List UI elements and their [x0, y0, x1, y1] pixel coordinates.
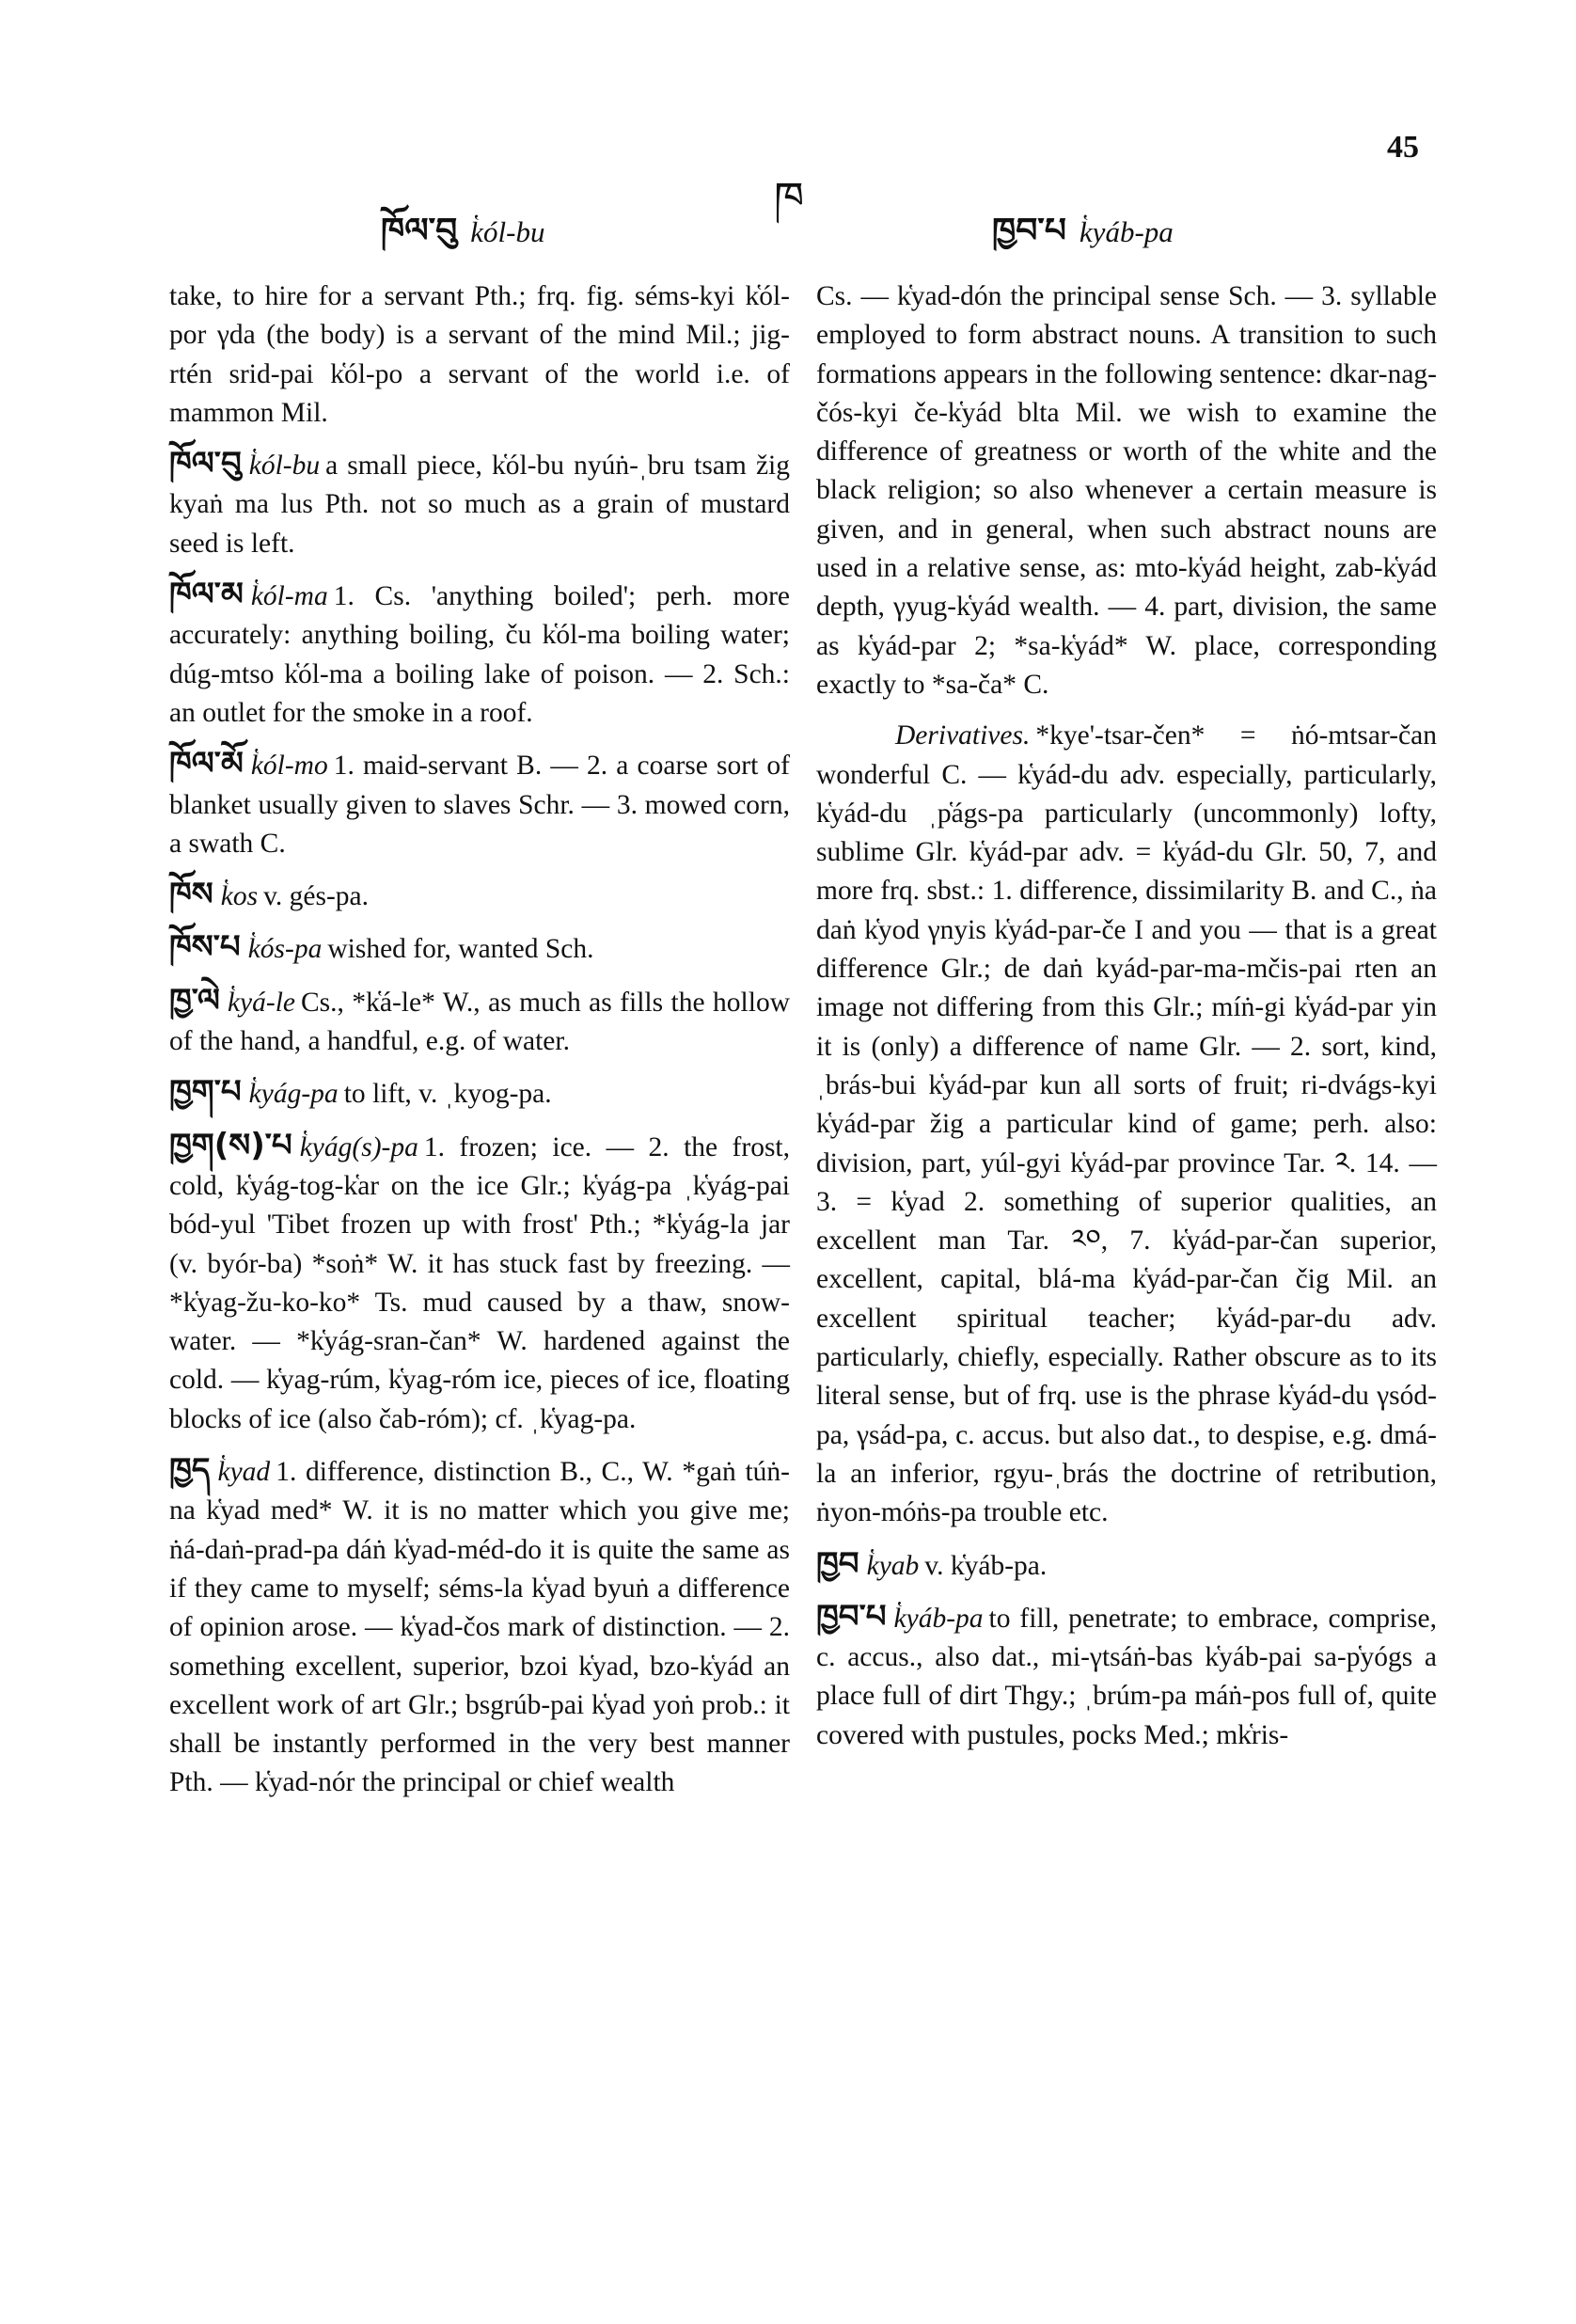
- entry-text: take, to hire for a servant Pth.; frq. fig. séms-kyi k̔ól-por γda (the body) is a servant of the mind Mil.; jig-rtén srid-pai k̔ól-po a servant of the world i.e. of mammon Mil.: [169, 281, 790, 428]
- header-right: [992, 192, 1174, 288]
- dictionary-entry: [169, 876, 790, 916]
- entry-headword: k̔yab: [866, 1550, 920, 1581]
- entry-text: a small piece, k̔ól-bu nyúṅ-ˌbru tsam žig kyaṅ ma lus Pth. not so much as a grain of mustard seed is left.: [169, 451, 790, 559]
- entry-headword: k̔ól-mo: [250, 751, 328, 782]
- entry-text: 1. frozen; ice. — 2. the frost, cold, k̔yág-tog-k̔ar on the ice Glr.; k̔yág-pa ˌk̔yág-pai bód-yul 'Tibet frozen up with frost' Pth.; *k̔yág-la jar (v. byór-ba) *soṅ* W. it has stuck fast by freezing. — *k̔yag-žu-ko-ko* Ts. mud caused by a thaw, snow-water. — *k̔yág-sran-čan* W. hardened against the cold. — k̔yag-rúm, k̔yag-róm ice, pieces of ice, floating blocks of ice (also čab-róm); cf. ˌk̔yag-pa.: [169, 1131, 790, 1434]
- entry-headword: k̔yág-pa: [248, 1079, 339, 1110]
- entry-text: to lift, v. ˌkyog-pa.: [343, 1079, 552, 1110]
- entry-headword: k̔yad: [217, 1457, 271, 1488]
- entry-tibetan: ཁྱག་པ: [169, 1073, 242, 1112]
- entry-tibetan: ཁོས: [169, 876, 213, 914]
- entry-text: *kye'-tsar-čen* = ṅó-mtsar-čan wonderful C. — k̔yád-du adv. especially, particularly, k̔yád-du ˌp̔ágs-pa particularly (uncommonly) lofty, sublime Glr. k̔yád-par adv. = k̔yád-du Glr. 50, 7, and more frq. sbst.: 1. difference, dissimilarity B. and C., ṅa daṅ k̔yod γnyis k̔yád-par-če I and you — that is a great difference Glr.; de daṅ kyád-par-ma-mčis-pai rten an image not differing from this Glr.; míṅ-gi k̔yád-par yin it is (only) a difference of name Glr. — 2. sort, kind, ˌbrás-bui k̔yád-par kun all sorts of fruit; ri-dvágs-kyi k̔yád-par žig a particular kind of game; perh. also: division, part, yúl-gyi k̔yád-par province Tar. ༢. 14. — 3. = k̔yad 2. something of superior qualities, an excellent man Tar. ༢༠, 7. k̔yád-par-čan superior, excellent, capital, blá-ma k̔yád-par-čan čig Mil. an excellent spiritual teacher; k̔yád-par-du adv. particularly, chiefly, especially. Rather obscure as to its literal sense, but of frq. use is the phrase k̔yád-du γsód-pa, γsád-pa, c. accus. but also dat., to despise, e.g. dmá-la an inferior, rgyu-ˌbrás the doctrine of retribution, ṅyon-móṅs-pa trouble etc.: [816, 720, 1437, 1528]
- header-right-tibetan: ཁྱབ་པ: [992, 212, 1066, 250]
- dictionary-entry: [169, 1127, 790, 1439]
- dictionary-entry: [169, 982, 790, 1062]
- header-right-roman: k̔yáb-pa: [1079, 215, 1174, 248]
- entry-text: 1. maid-servant B. — 2. a coarse sort of blanket usually given to slaves Schr. — 3. mowed corn, a swath C.: [169, 751, 790, 859]
- entry-headword: k̔ól-ma: [250, 581, 328, 612]
- entry-headword: Derivatives.: [895, 720, 1031, 751]
- entry-tibetan: ཁོས་པ: [169, 928, 241, 967]
- header-left-roman: k̔ól-bu: [470, 215, 545, 248]
- entry-text: 1. Cs. 'anything boiled'; perh. more accurately: anything boiling, ču k̔ól-ma boiling water; dúg-mtso k̔ól-ma a boiling lake of poison. — 2. Sch.: an outlet for the smoke in a roof.: [169, 581, 790, 728]
- entry-tibetan: ཁྱ་ལེ: [169, 981, 220, 1020]
- entry-headword: k̔yág(s)-pa: [299, 1131, 418, 1162]
- entry-text: Cs., *k̔á-le* W., as much as fills the hollow of the hand, a handful, e.g. of water.: [169, 987, 790, 1057]
- dictionary-entry: [169, 576, 790, 733]
- entry-text: 1. difference, distinction B., C., W. *gaṅ túṅ-na k̔yad med* W. it is no matter which you give me; ṅá-daṅ-prad-pa dáṅ k̔yad-méd-do it is quite the same as if they came to myself; séms-la k̔yad byuṅ a difference of opinion arose. — k̔yad-čos mark of distinction. — 2. something excellent, superior, bzoi k̔yad, bzo-k̔yád an excellent work of art Glr.; bsgrúb-pai k̔yad yoṅ prob.: it shall be instantly performed in the very best manner Pth. — k̔yad-nór the principal or chief wealth: [169, 1457, 790, 1798]
- dictionary-entry: [169, 1073, 790, 1114]
- entry-text: v. gés-pa.: [263, 881, 370, 912]
- entry-text: to fill, penetrate; to embrace, comprise, c. accus., also dat., mi-γtsáṅ-bas k̔yáb-pai sa-p̔yógs a place full of dirt Thgy.; ˌbrúm-pa máṅ-pos full of, quite covered with pustules, pocks Med.; mk̔ris-: [816, 1603, 1437, 1750]
- entry-tibetan: ཁྱག(ས)་པ: [169, 1126, 292, 1164]
- left-column: [169, 277, 790, 1815]
- entry-headword: k̔yá-le: [227, 987, 295, 1018]
- dictionary-entry: [169, 277, 790, 433]
- entry-tibetan: ཁོལ་བུ: [169, 445, 242, 483]
- dictionary-entry: [169, 745, 790, 863]
- entry-text: Cs. — k̔yad-dón the principal sense Sch. — 3. syllable employed to form abstract nouns. A transition to such formations appears in the following sentence: dkar-nag-čós-kyi če-k̔yád blta Mil. we wish to examine the difference of greatness or worth of the white and the black religion; so also whenever a certain measure is given, and in general, when such abstract nouns are used in a relative sense, as: mto-k̔yád height, zab-k̔yád depth, γyug-k̔yád wealth. — 4. part, division, the same as k̔yád-par 2; *sa-k̔yád* W. place, corresponding exactly to *sa-ča* C.: [816, 281, 1437, 700]
- dictionary-entry: [169, 928, 790, 969]
- page-number: 45: [1387, 130, 1419, 165]
- dictionary-entry: [816, 1598, 1437, 1755]
- dictionary-entry: [169, 1451, 790, 1803]
- entry-headword: k̔os: [220, 881, 259, 912]
- header-section-letter: ཁ: [774, 174, 805, 222]
- running-header: [169, 150, 1439, 263]
- entry-text: v. k̔yáb-pa.: [924, 1550, 1048, 1581]
- header-left-tibetan: ཁོལ་བུ: [381, 212, 458, 250]
- entry-headword: k̔ós-pa: [247, 934, 323, 965]
- entry-headword: k̔yáb-pa: [893, 1603, 984, 1634]
- entry-tibetan: ཁོལ་མོ: [169, 745, 244, 783]
- dictionary-entry: [169, 445, 790, 563]
- entry-tibetan: ཁྱབ་པ: [816, 1597, 887, 1636]
- right-column: [816, 277, 1437, 1767]
- derivatives-entry: [816, 717, 1437, 1532]
- header-left: [381, 192, 544, 288]
- entry-tibetan: ཁྱབ: [816, 1544, 859, 1583]
- dictionary-entry: [816, 277, 1437, 704]
- entry-headword: k̔ól-bu: [248, 451, 321, 482]
- entry-text: wished for, wanted Sch.: [327, 934, 594, 965]
- entry-tibetan: ཁྱད: [169, 1451, 211, 1490]
- dictionary-entry: [816, 1545, 1437, 1586]
- entry-tibetan: ཁོལ་མ: [169, 576, 244, 614]
